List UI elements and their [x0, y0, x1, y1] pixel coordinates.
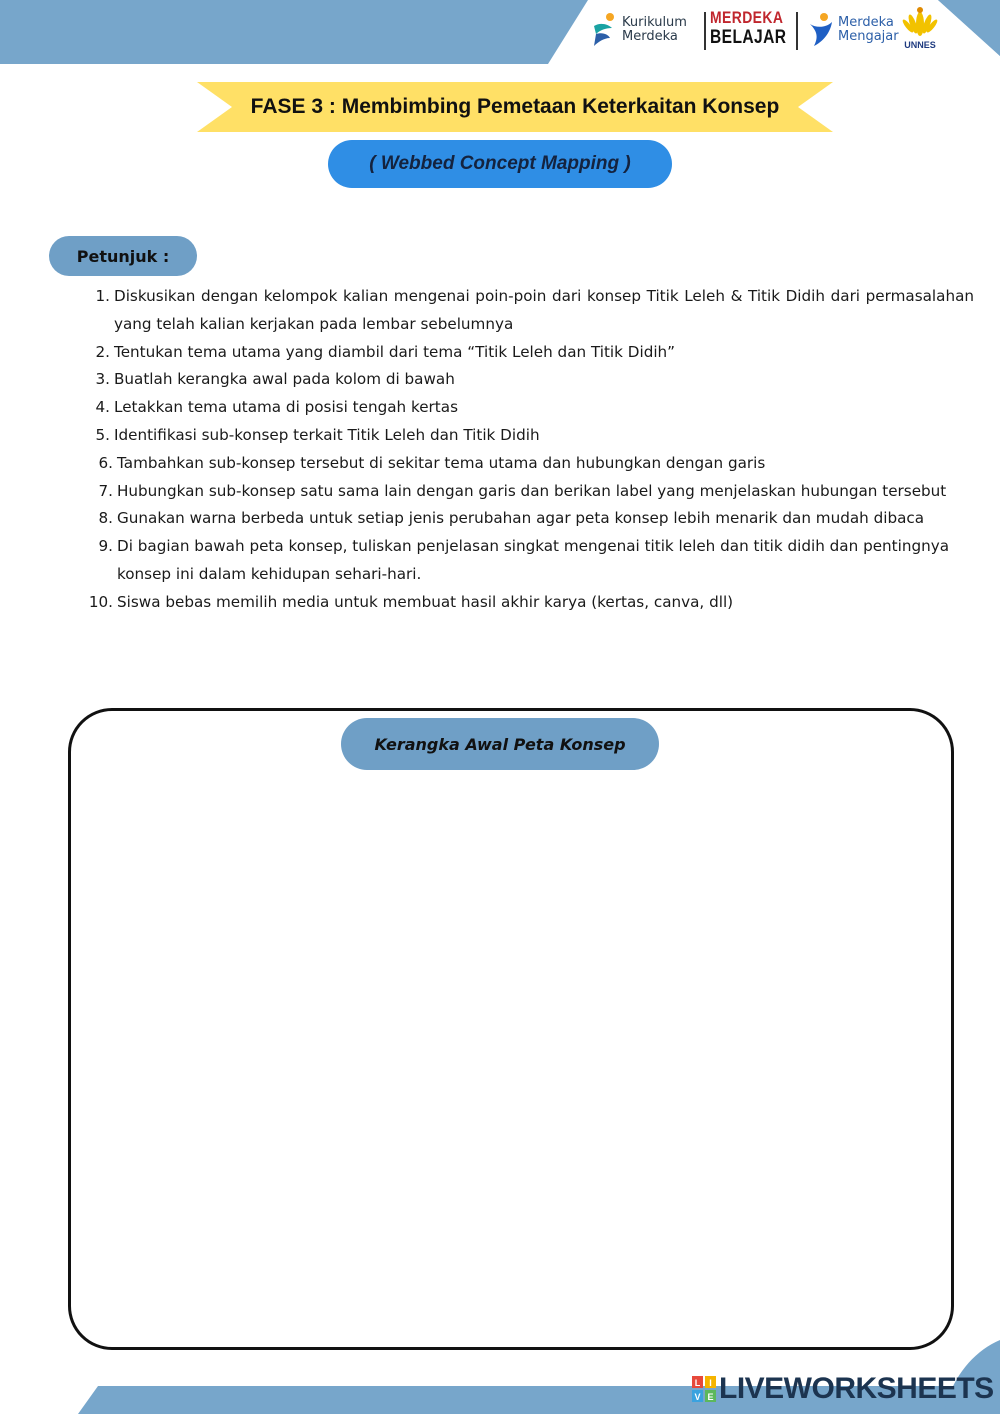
- brand-icon-letter: L: [694, 1378, 701, 1388]
- list-item: [72, 394, 974, 422]
- unnes-text: UNNES: [904, 40, 936, 50]
- instruction-list: [72, 283, 974, 617]
- liveworksheets-icon: [692, 1376, 716, 1402]
- list-number: 9.: [98, 537, 113, 556]
- concept-map-label: Kerangka Awal Peta Konsep: [341, 718, 659, 770]
- list-text: Identifikasi sub-konsep terkait Titik Leleh dan Titik Didih: [114, 425, 540, 444]
- list-item: [72, 589, 974, 617]
- kurikulum-text: Kurikulum: [622, 15, 687, 30]
- list-item: [72, 339, 974, 367]
- list-number: 8.: [98, 509, 113, 528]
- list-text: Diskusikan dengan kelompok kalian mengenai poin-poin dari konsep Titik Leleh & Titik Didih dari permasalahan yang telah kalian kerjakan pada lembar sebelumnya: [114, 287, 974, 333]
- merdeka-belajar-line2: BELAJAR: [710, 27, 787, 48]
- list-item: [72, 450, 974, 478]
- merdeka-mengajar-logo: [808, 12, 899, 48]
- concept-map-canvas[interactable]: [68, 708, 954, 1350]
- liveworksheets-logo: [692, 1372, 994, 1406]
- list-number: 2.: [95, 342, 110, 361]
- brand-icon-letter: E: [707, 1392, 714, 1402]
- subtitle-pill: ( Webbed Concept Mapping ): [328, 140, 672, 188]
- list-text: Gunakan warna berbeda untuk setiap jenis perubahan agar peta konsep lebih menarik dan mudah dibaca: [117, 509, 925, 528]
- mengajar-text: Mengajar: [838, 29, 899, 44]
- instructions-label: Petunjuk :: [49, 236, 197, 276]
- liveworksheets-brand: LIVEWORKSHEETS: [719, 1372, 994, 1405]
- list-item: [72, 505, 974, 533]
- merdeka-text: Merdeka: [838, 15, 894, 30]
- logo-separator: [704, 12, 706, 50]
- page-title: FASE 3 : Membimbing Pemetaan Keterkaitan Konsep: [250, 95, 780, 118]
- list-text: Tambahkan sub-konsep tersebut di sekitar tema utama dan hubungkan dengan garis: [117, 453, 766, 472]
- merdeka-belajar-line1: MERDEKA: [710, 8, 784, 27]
- list-number: 5.: [95, 425, 110, 444]
- logo-separator: [796, 12, 798, 50]
- list-item: [72, 478, 974, 506]
- list-number: 6.: [98, 453, 113, 472]
- list-number: 7.: [98, 481, 113, 500]
- list-item: [72, 533, 974, 589]
- list-number: 1.: [95, 287, 110, 305]
- list-number: 4.: [95, 398, 110, 417]
- list-text: Hubungkan sub-konsep satu sama lain dengan garis dan berikan label yang menjelaskan hubungan tersebut: [117, 481, 947, 500]
- brand-icon-letter: I: [709, 1378, 712, 1388]
- kurikulum-merdeka-logo: [590, 12, 687, 48]
- list-item: [72, 283, 974, 339]
- list-text: Di bagian bawah peta konsep, tuliskan penjelasan singkat mengenai titik leleh dan titik didih dan pentingnya konsep ini dalam kehidupan sehari-hari.: [117, 537, 950, 583]
- brand-icon-letter: V: [694, 1392, 701, 1402]
- kurikulum-merdeka-icon: [590, 12, 618, 48]
- list-text: Tentukan tema utama yang diambil dari tema “Titik Leleh dan Titik Didih”: [114, 342, 676, 361]
- list-text: Buatlah kerangka awal pada kolom di bawah: [114, 370, 455, 389]
- list-text: Letakkan tema utama di posisi tengah kertas: [114, 398, 458, 417]
- merdeka-belajar-logo: [710, 8, 803, 48]
- list-item: [72, 422, 974, 450]
- list-number: 10.: [88, 592, 113, 611]
- header-logos: [590, 4, 950, 56]
- list-number: 3.: [95, 370, 110, 389]
- merdeka-mengajar-icon: [808, 12, 834, 48]
- list-text: Siswa bebas memilih media untuk membuat hasil akhir karya (kertas, canva, dll): [117, 592, 734, 611]
- list-item: [72, 366, 974, 394]
- unnes-emblem-icon: [902, 4, 938, 42]
- merdeka-text: Merdeka: [622, 29, 678, 44]
- unnes-logo: [902, 4, 938, 50]
